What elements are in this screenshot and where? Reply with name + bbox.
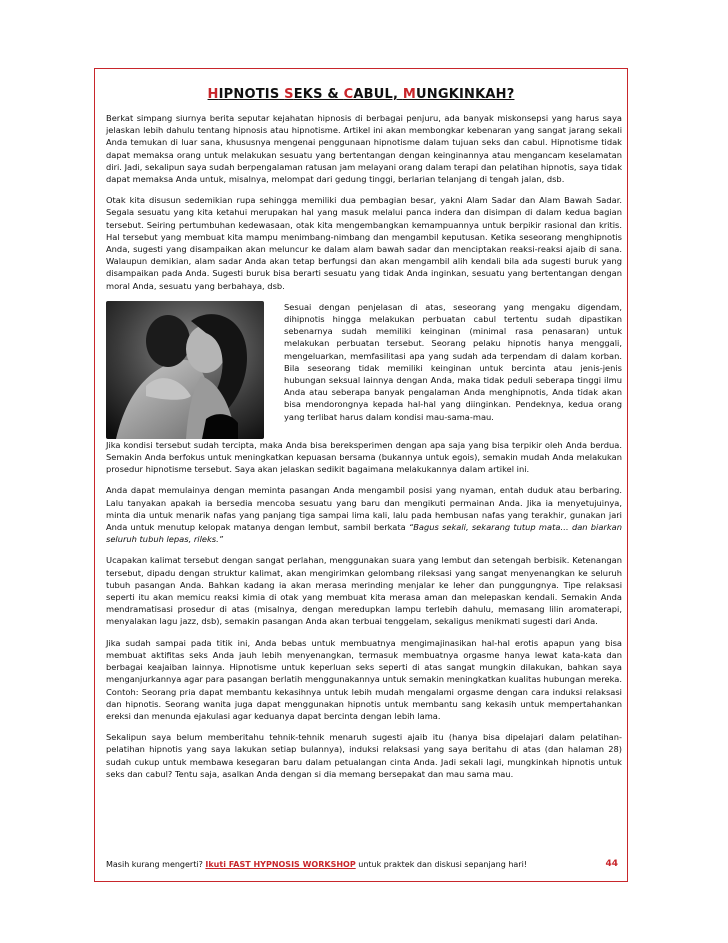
paragraph-wrapped: Sesuai dengan penjelasan di atas, seseorang yang mengaku digendam, dihipnotis hingga melakukan perbuatan cabul tertentu sudah dipastikan sebenarnya sudah memiliki keinginan (minimal rasa penasaran) untuk melakukan perbuatan tersebut. Seorang pelaku hipnotis hanya menggali, mengeluarkan, memfasilitasi apa yang sudah ada terpendam di dalam korban. Bila seseorang tidak memiliki keinginan untuk bercinta atau jenis-jenis hubungan seksual lainnya dengan Anda, maka tidak peduli seberapa tinggi ilmu Anda atau seberapa banyak pengalaman Anda menghipnotis, Anda tidak akan bisa mendorongnya kepada hal-hal yang diinginkan. Pendeknya, kedua orang yang terlibat harus dalam kondisi mau-sama-mau. — [284, 301, 622, 422]
paragraph-mind: Otak kita disusun sedemikian rupa sehingga memiliki dua pembagian besar, yakni Alam Sadar dan Alam Bawah Sadar. Segala sesuatu yang kita ketahui merupakan hal yang masuk melalui panca indera dan disimpan di dalam kedua bagian tersebut. Seiring pertumbuhan kedewasaan, otak kita mengembangkan kemampuannya untuk berpikir rasional dan kritis. Hal tersebut yang membuat kita mampu menimbang-nimbang dan mengambil keputusan. Ketika seseorang menghipnotis Anda, sugesti yang disampaikan akan meluncur ke dalam alam bawah sadar dan menciptakan reaksi-reaksi ajaib di sana. Walaupun demikian, alam sadar Anda akan tetap berfungsi dan akan mengambil alih kendali bila ada sugesti buruk yang disampaikan pada Anda. Sugesti buruk bisa berarti sesuatu yang tidak Anda inginkan, sesuatu yang bertentangan dengan moral Anda, sesuatu yang berbahaya, dsb. — [106, 195, 622, 291]
footer-text-before: Masih kurang mengerti? — [106, 860, 206, 869]
page-title — [94, 87, 628, 102]
paragraph-whisper: Ucapakan kalimat tersebut dengan sangat perlahan, menggunakan suara yang lembut dan setengah berbisik. Ketenangan tersebut, dipadu dengan struktur kalimat, akan mengirimkan gelombang rileksasi yang sangat menyenangkan ke seluruh tubuh pasangan Anda. Bahkan kadang ia akan merasa merinding menjalar ke leher dan punggungnya. Tipe relaksasi seperti itu akan memicu reaksi kimia di otak yang membuat kita merasa aman dan melepaskan kendali. Semakin Anda mendramatisasi prosedur di atas (misalnya, dengan meredupkan lampu terlebih dahulu, memasang lilin aromaterapi, menyalakan lagu jazz, dsb), semakin pasangan Anda akan terbuai tenggelam, sekaligus menikmati sugesti dari Anda. — [106, 555, 622, 627]
article-body — [106, 112, 622, 789]
paragraph-procedure — [106, 484, 622, 545]
title-part-1: IPNOTIS — [218, 87, 285, 102]
title-part-3: ABUL, — [353, 87, 403, 102]
paragraph-imagination: Jika sudah sampai pada titik ini, Anda bebas untuk membuatnya mengimajinasikan hal-hal erotis apapun yang bisa membuat aktifitas seks Anda jauh lebih menyenangkan, termasuk membuatnya orgasme hanya lewat kata-kata dan berbagai keajaiban lainnya. Hipnotisme untuk keperluan seks seperti di atas sangat mungkin dilakukan, bahkan saya menganjurkannya agar para pasangan berlatih menggunakannya untuk semakin meningkatkan kualitas hubungan mereka. Contoh: Seorang pria dapat membantu kekasihnya untuk lebih mudah mengalami orgasme dengan cara induksi relaksasi dan hipnotis. Seorang wanita juga dapat menggunakan hipnotis untuk membantu sang kekasih untuk mempertahankan ereksi dan menunda ejakulasi agar keduanya dapat bercinta dengan lebih lama. — [106, 637, 622, 721]
title-letter-s: S — [284, 87, 294, 102]
paragraph-intro: Berkat simpang siurnya berita seputar kejahatan hipnosis di berbagai penjuru, ada banyak miskonsepsi yang harus saya jelaskan lebih dahulu tentang hipnosis atau hipnotisme. Artikel ini akan membongkar kebenaran yang sangat jarang sekali Anda temukan di luar sana, khususnya mengenai penggunaan hipnotisme dalam tujuan seks dan cabul. Hipnotisme tidak dapat memaksa orang untuk melakukan sesuatu yang bertentangan dengan keinginannya atau mengancam keselamatan diri. Jadi, sekalipun saya sudah berpengalaman ratusan jam melayani orang dalam terapi dan pelatihan hipnotis, saya tidak dapat memaksa Anda untuk, misalnya, melompat dari gedung tinggi, berlarian telanjang di tengah jalan, dsb. — [106, 113, 622, 185]
paragraph-conclusion: Sekalipun saya belum memberitahu tehnik-tehnik menaruh sugesti ajaib itu (hanya bisa dipelajari dalam pelatihan-pelatihan hipnotis yang saya lakukan setiap bulannya), induksi relaksasi yang saya beritahu di atas (dan halaman 28) sudah cukup untuk membawa kesegaran baru dalam petualangan cinta Anda. Jadi sekali lagi, mungkinkah hipnotis untuk seks dan cabul? Tentu saja, asalkan Anda dengan si dia memang bersepakat dan mau sama mau. — [106, 732, 622, 779]
paragraph-experiment: Jika kondisi tersebut sudah tercipta, maka Anda bisa bereksperimen dengan apa saja yang bisa terpikir oleh Anda berdua. Semakin Anda berfokus untuk meningkatkan kepuasan bersama (bukannya untuk egois), semakin mudah Anda melakukan prosedur hipnotisme tersebut. Saya akan jelaskan sedikit bagaimana melakukannya dalam artikel ini. — [106, 439, 622, 475]
title-part-4: UNGKINKAH? — [416, 87, 515, 102]
footer-note — [106, 860, 527, 869]
title-part-2: EKS & — [293, 87, 344, 102]
title-letter-h: H — [207, 87, 219, 102]
couple-photo — [106, 301, 264, 439]
procedure-quote: “Bagus sekali, sekarang tutup mata… dan biarkan seluruh tubuh lepas, rileks.” — [106, 522, 622, 545]
title-letter-c: C — [343, 87, 354, 102]
title-letter-m: M — [402, 87, 416, 102]
footer-text-after: untuk praktek dan diskusi sepanjang hari! — [355, 860, 528, 869]
procedure-text: Anda dapat memulainya dengan meminta pasangan Anda mengambil posisi yang nyaman, entah duduk atau berbaring. Lalu tanyakan apakah ia bersedia mencoba sesuatu yang baru dan mengikuti permainan Anda. Jika ia menyetujuinya, minta dia untuk menarik nafas yang panjang tiga sampai lima kali, lalu pada hembusan nafas yang terakhir, gunakan jari Anda untuk menutup kelopak matanya dengan lembut, sambil berkata — [106, 485, 622, 533]
workshop-link[interactable]: Ikuti FAST HYPNOSIS WORKSHOP — [205, 860, 356, 869]
page-number: 44 — [605, 859, 618, 869]
